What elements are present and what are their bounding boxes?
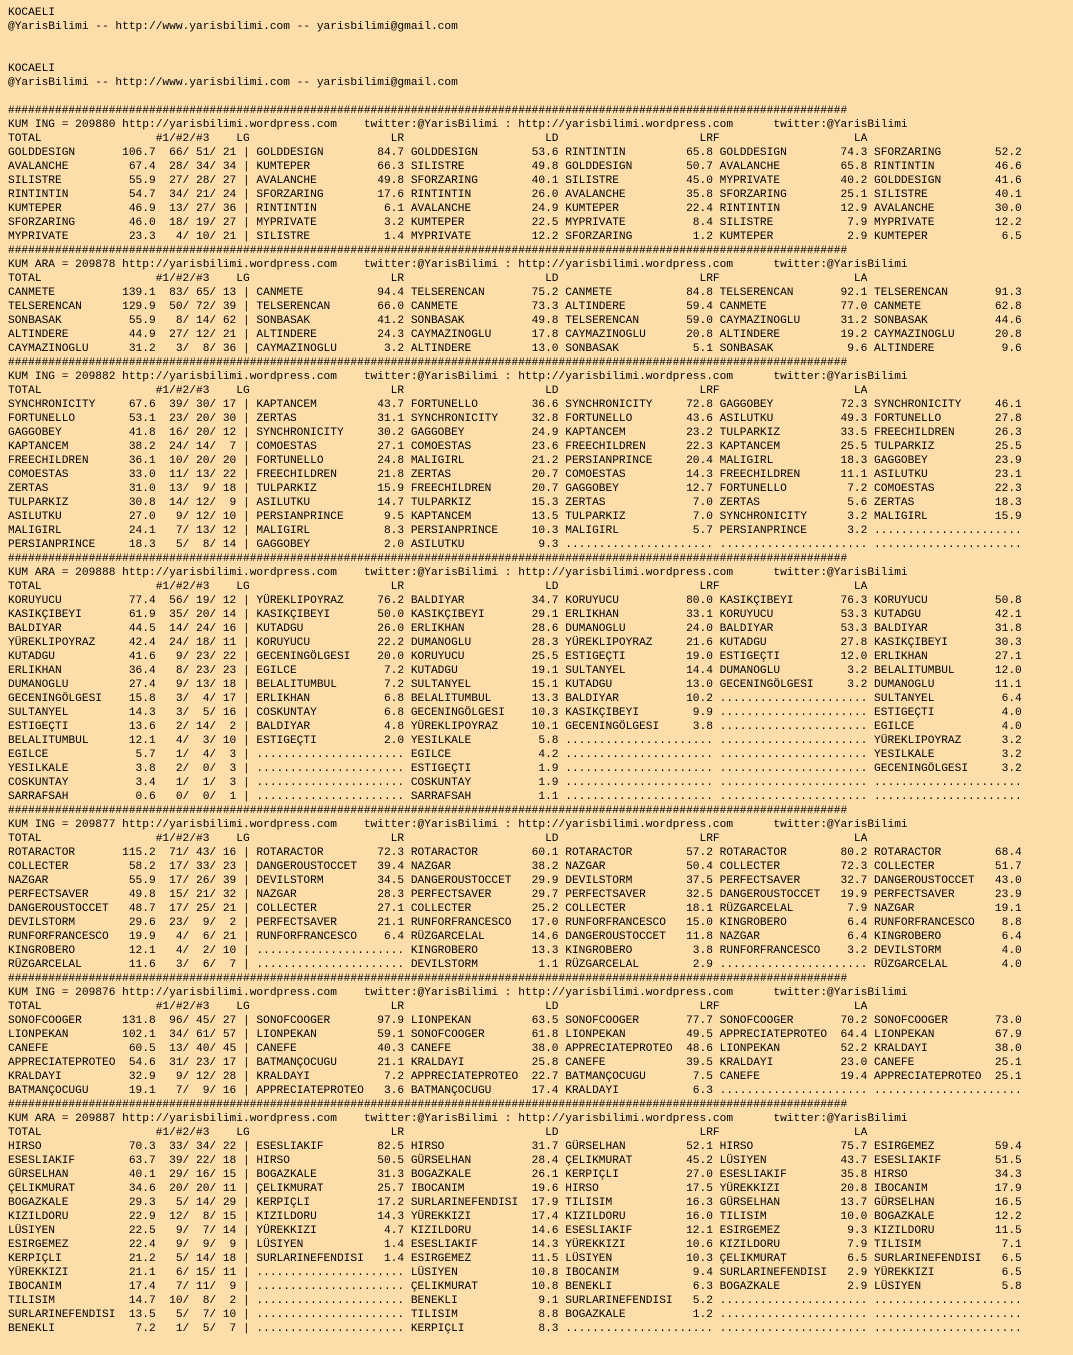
section-separator: ############################################################################################################################# — [8, 805, 848, 817]
horse-row: RÜZGARCELAL 11.6 3/ 6/ 7 | ...................... DEVILSTORM 1.1 RÜZGARCELAL 2.9 ...................... RÜZGARCELAL 4.0 — [8, 959, 1022, 971]
city-header: KOCAELI — [8, 63, 55, 75]
horse-row: APPRECIATEPROTEO 54.6 31/ 23/ 17 | BATMANÇOCUGU 21.1 KRALDAYI 25.8 CANEFE 39.5 KRALDAYI 23.0 CANEFE 25.1 — [8, 1057, 1022, 1069]
horse-row: TULPARKIZ 30.8 14/ 12/ 9 | ASILUTKU 14.7 TULPARKIZ 15.3 ZERTAS 7.0 ZERTAS 5.6 ZERTAS 18.3 — [8, 497, 1022, 509]
horse-row: ROTARACTOR 115.2 71/ 43/ 16 | ROTARACTOR 72.3 ROTARACTOR 60.1 ROTARACTOR 57.2 ROTARACTOR 80.2 ROTARACTOR 68.4 — [8, 847, 1022, 859]
horse-row: ESTIGEÇTI 13.6 2/ 14/ 2 | BALDIYAR 4.8 YÜREKLIPOYRAZ 10.1 GECENINGÖLGESI 3.8 ...................... EGILCE 4.0 — [8, 721, 1022, 733]
horse-row: MALIGIRL 24.1 7/ 13/ 12 | MALIGIRL 8.3 PERSIANPRINCE 10.3 MALIGIRL 5.7 PERSIANPRINCE 3.2 ...................... — [8, 525, 1022, 537]
horse-row: KERPIÇLI 21.2 5/ 14/ 18 | SURLARINEFENDISI 1.4 ESIRGEMEZ 11.5 LÜSIYEN 10.3 ÇELIKMURAT 6.5 SURLARINEFENDISI 6.5 — [8, 1253, 1022, 1265]
horse-row: COMOESTAS 33.0 11/ 13/ 22 | FREECHILDREN 21.8 ZERTAS 20.7 COMOESTAS 14.3 FREECHILDREN 11.1 ASILUTKU 23.1 — [8, 469, 1022, 481]
race-sections — [8, 104, 1073, 1336]
horse-row: TILISIM 14.7 10/ 8/ 2 | ...................... BENEKLI 9.1 SURLARINEFENDISI 5.2 ...................... ...................... — [8, 1295, 1022, 1307]
column-header: TOTAL #1/#2/#3 LG LR LD LRF LA — [8, 385, 868, 397]
horse-row: FREECHILDREN 36.1 10/ 20/ 20 | FORTUNELLO 24.8 MALIGIRL 21.2 PERSIANPRINCE 20.4 MALIGIRL 18.3 GAGGOBEY 23.9 — [8, 455, 1022, 467]
horse-row: YÜREKLIPOYRAZ 42.4 24/ 18/ 11 | KORUYUCU 22.2 DUMANOGLU 28.3 YÜREKLIPOYRAZ 21.6 KUTADGU 27.8 KASIKÇIBEYI 30.3 — [8, 637, 1022, 649]
section-separator: ############################################################################################################################# — [8, 357, 848, 369]
horse-row: BENEKLI 7.2 1/ 5/ 7 | ...................... KERPIÇLI 8.3 ...................... ...................... ...................... — [8, 1323, 1022, 1335]
horse-row: IBOCANIM 17.4 7/ 11/ 9 | ...................... ÇELIKMURAT 10.8 BENEKLI 6.3 BOGAZKALE 2.9 LÜSIYEN 5.8 — [8, 1281, 1022, 1293]
horse-row: EGILCE 5.7 1/ 4/ 3 | ...................... EGILCE 4.2 ...................... ...................... YESILKALE 3.2 — [8, 749, 1022, 761]
horse-row: SFORZARING 46.0 18/ 19/ 27 | MYPRIVATE 3.2 KUMTEPER 22.5 MYPRIVATE 8.4 SILISTRE 7.9 MYPRIVATE 12.2 — [8, 217, 1022, 229]
horse-row: NAZGAR 55.9 17/ 26/ 39 | DEVILSTORM 34.5 DANGEROUSTOCCET 29.9 DEVILSTORM 37.5 PERFECTSAVER 32.7 DANGEROUSTOCCET 43.0 — [8, 875, 1022, 887]
horse-row: AVALANCHE 67.4 28/ 34/ 34 | KUMTEPER 66.3 SILISTRE 49.8 GOLDDESIGN 50.7 AVALANCHE 65.8 RINTINTIN 46.6 — [8, 161, 1022, 173]
horse-row: GÜRSELHAN 40.1 29/ 16/ 15 | BOGAZKALE 31.3 BOGAZKALE 26.1 KERPIÇLI 27.0 ESESLIAKIF 35.8 HIRSO 34.3 — [8, 1169, 1022, 1181]
horse-row: SURLARINEFENDISI 13.5 5/ 7/ 10 | ...................... TILISIM 8.8 BOGAZKALE 1.2 ...................... ...................... — [8, 1309, 1022, 1321]
horse-row: YESILKALE 3.8 2/ 0/ 3 | ...................... ESTIGEÇTI 1.9 ...................... ...................... GECENINGÖLGESI 3.2 — [8, 763, 1022, 775]
horse-row: YÜREKKIZI 21.1 6/ 15/ 11 | ...................... LÜSIYEN 10.8 IBOCANIM 9.4 SURLARINEFENDISI 2.9 YÜREKKIZI 6.5 — [8, 1267, 1022, 1279]
column-header: TOTAL #1/#2/#3 LG LR LD LRF LA — [8, 133, 868, 145]
horse-row: SARRAFSAH 0.6 0/ 0/ 1 | ...................... SARRAFSAH 1.1 ...................... ...................... ...................... — [8, 791, 1022, 803]
horse-row: COLLECTER 58.2 17/ 33/ 23 | DANGEROUSTOCCET 39.4 NAZGAR 38.2 NAZGAR 50.4 COLLECTER 72.3 COLLECTER 51.7 — [8, 861, 1022, 873]
blank-line — [8, 34, 1073, 48]
horse-row: DUMANOGLU 27.4 9/ 13/ 18 | BELALITUMBUL 7.2 SULTANYEL 15.1 KUTADGU 13.0 GECENINGÖLGESI 3.2 DUMANOGLU 11.1 — [8, 679, 1022, 691]
horse-row: KUMTEPER 46.9 13/ 27/ 36 | RINTINTIN 6.1 AVALANCHE 24.9 KUMTEPER 22.4 RINTINTIN 12.9 AVALANCHE 30.0 — [8, 203, 1022, 215]
section-separator: ############################################################################################################################# — [8, 105, 848, 117]
horse-row: CANEFE 60.5 13/ 40/ 45 | CANEFE 40.3 CANEFE 38.0 APPRECIATEPROTEO 48.6 LIONPEKAN 52.2 KRALDAYI 38.0 — [8, 1043, 1022, 1055]
section-separator: ############################################################################################################################# — [8, 973, 848, 985]
horse-row: LIONPEKAN 102.1 34/ 61/ 57 | LIONPEKAN 59.1 SONOFCOOGER 61.8 LIONPEKAN 49.5 APPRECIATEPROTEO 64.4 LIONPEKAN 67.9 — [8, 1029, 1022, 1041]
horse-row: SYNCHRONICITY 67.6 39/ 30/ 17 | KAPTANCEM 43.7 FORTUNELLO 36.6 SYNCHRONICITY 72.8 GAGGOBEY 72.3 SYNCHRONICITY 46.1 — [8, 399, 1022, 411]
horse-row: RINTINTIN 54.7 34/ 21/ 24 | SFORZARING 17.6 RINTINTIN 26.0 AVALANCHE 35.8 SFORZARING 25.1 SILISTRE 40.1 — [8, 189, 1022, 201]
column-header: TOTAL #1/#2/#3 LG LR LD LRF LA — [8, 1001, 868, 1013]
section-title: KUM ING = 209880 http://yarisbilimi.wordpress.com twitter:@YarisBilimi : http://yarisbilimi.wordpress.com twitter:@YarisBilimi — [8, 119, 908, 131]
horse-row: PERSIANPRINCE 18.3 5/ 8/ 14 | GAGGOBEY 2.0 ASILUTKU 9.3 ...................... ...................... ...................... — [8, 539, 1022, 551]
horse-row: SONOFCOOGER 131.8 96/ 45/ 27 | SONOFCOOGER 97.9 LIONPEKAN 63.5 SONOFCOOGER 77.7 SONOFCOOGER 70.2 SONOFCOOGER 73.0 — [8, 1015, 1022, 1027]
horse-row: ÇELIKMURAT 34.6 20/ 20/ 11 | ÇELIKMURAT 25.7 IBOCANIM 19.6 HIRSO 17.5 YÜREKKIZI 20.8 IBOCANIM 17.9 — [8, 1183, 1022, 1195]
column-header: TOTAL #1/#2/#3 LG LR LD LRF LA — [8, 1127, 868, 1139]
horse-row: MYPRIVATE 23.3 4/ 10/ 21 | SILISTRE 1.4 MYPRIVATE 12.2 SFORZARING 1.2 KUMTEPER 2.9 KUMTEPER 6.5 — [8, 231, 1022, 243]
horse-row: TELSERENCAN 129.9 50/ 72/ 39 | TELSERENCAN 66.0 CANMETE 73.3 ALTINDERE 59.4 CANMETE 77.0 CANMETE 62.8 — [8, 301, 1022, 313]
horse-row: ALTINDERE 44.9 27/ 12/ 21 | ALTINDERE 24.3 CAYMAZINOGLU 17.8 CAYMAZINOGLU 20.8 ALTINDERE 19.2 CAYMAZINOGLU 20.8 — [8, 329, 1022, 341]
horse-row: SONBASAK 55.9 8/ 14/ 62 | SONBASAK 41.2 SONBASAK 49.8 TELSERENCAN 59.0 CAYMAZINOGLU 31.2 SONBASAK 44.6 — [8, 315, 1022, 327]
column-header: TOTAL #1/#2/#3 LG LR LD LRF LA — [8, 581, 868, 593]
horse-row: PERFECTSAVER 49.8 15/ 21/ 32 | NAZGAR 28.3 PERFECTSAVER 29.7 PERFECTSAVER 32.5 DANGEROUSTOCCET 19.9 PERFECTSAVER 23.9 — [8, 889, 1022, 901]
section-separator: ############################################################################################################################# — [8, 1099, 848, 1111]
section-title: KUM ARA = 209887 http://yarisbilimi.wordpress.com twitter:@YarisBilimi : http://yarisbilimi.wordpress.com twitter:@YarisBilimi — [8, 1113, 908, 1125]
blank-line — [8, 90, 1073, 104]
horse-row: BATMANÇOCUGU 19.1 7/ 9/ 16 | APPRECIATEPROTEO 3.6 BATMANÇOCUGU 17.4 KRALDAYI 6.3 ...................... ...................... — [8, 1085, 1022, 1097]
horse-row: GOLDDESIGN 106.7 66/ 51/ 21 | GOLDDESIGN 84.7 GOLDDESIGN 53.6 RINTINTIN 65.8 GOLDDESIGN 74.3 SFORZARING 52.2 — [8, 147, 1022, 159]
column-header: TOTAL #1/#2/#3 LG LR LD LRF LA — [8, 833, 868, 845]
horse-row: SILISTRE 55.9 27/ 28/ 27 | AVALANCHE 49.8 SFORZARING 40.1 SILISTRE 45.0 MYPRIVATE 40.2 GOLDDESIGN 41.6 — [8, 175, 1022, 187]
horse-row: KORUYUCU 77.4 56/ 19/ 12 | YÜREKLIPOYRAZ 76.2 BALDIYAR 34.7 KORUYUCU 80.0 KASIKÇIBEYI 76.3 KORUYUCU 50.8 — [8, 595, 1022, 607]
horse-row: DEVILSTORM 29.6 23/ 9/ 2 | PERFECTSAVER 21.1 RUNFORFRANCESCO 17.0 RUNFORFRANCESCO 15.0 KINGROBERO 6.4 RUNFORFRANCESCO 8.8 — [8, 917, 1022, 929]
horse-row: GECENINGÖLGESI 15.8 3/ 4/ 17 | ERLIKHAN 6.8 BELALITUMBUL 13.3 BALDIYAR 10.2 ...................... SULTANYEL 6.4 — [8, 693, 1022, 705]
horse-row: RUNFORFRANCESCO 19.9 4/ 6/ 21 | RUNFORFRANCESCO 6.4 RÜZGARCELAL 14.6 DANGEROUSTOCCET 11.8 NAZGAR 6.4 KINGROBERO 6.4 — [8, 931, 1022, 943]
section-title: KUM ARA = 209878 http://yarisbilimi.wordpress.com twitter:@YarisBilimi : http://yarisbilimi.wordpress.com twitter:@YarisBilimi — [8, 259, 908, 271]
section-separator: ############################################################################################################################# — [8, 553, 848, 565]
horse-row: BOGAZKALE 29.3 5/ 14/ 29 | KERPIÇLI 17.2 SURLARINEFENDISI 17.9 TILISIM 16.3 GÜRSELHAN 13.7 GÜRSELHAN 16.5 — [8, 1197, 1022, 1209]
horse-row: LÜSIYEN 22.5 9/ 7/ 14 | YÜREKKIZI 4.7 KIZILDORU 14.6 ESESLIAKIF 12.1 ESIRGEMEZ 9.3 KIZILDORU 11.5 — [8, 1225, 1022, 1237]
contact-line: @YarisBilimi -- http://www.yarisbilimi.com -- yarisbilimi@gmail.com — [8, 21, 458, 33]
horse-row: KASIKÇIBEYI 61.9 35/ 20/ 14 | KASIKÇIBEYI 50.0 KASIKÇIBEYI 29.1 ERLIKHAN 33.1 KORUYUCU 53.3 KUTADGU 42.1 — [8, 609, 1022, 621]
horse-row: HIRSO 70.3 33/ 34/ 22 | ESESLIAKIF 82.5 HIRSO 31.7 GÜRSELHAN 52.1 HIRSO 75.7 ESIRGEMEZ 59.4 — [8, 1141, 1022, 1153]
horse-row: ERLIKHAN 36.4 8/ 23/ 23 | EGILCE 7.2 KUTADGU 19.1 SULTANYEL 14.4 DUMANOGLU 3.2 BELALITUMBUL 12.0 — [8, 665, 1022, 677]
horse-row: ZERTAS 31.0 13/ 9/ 18 | TULPARKIZ 15.9 FREECHILDREN 20.7 GAGGOBEY 12.7 FORTUNELLO 7.2 COMOESTAS 22.3 — [8, 483, 1022, 495]
horse-row: DANGEROUSTOCCET 48.7 17/ 25/ 21 | COLLECTER 27.1 COLLECTER 25.2 COLLECTER 18.1 RÜZGARCELAL 7.9 NAZGAR 19.1 — [8, 903, 1022, 915]
horse-row: FORTUNELLO 53.1 23/ 20/ 30 | ZERTAS 31.1 SYNCHRONICITY 32.8 FORTUNELLO 43.6 ASILUTKU 49.3 FORTUNELLO 27.8 — [8, 413, 1022, 425]
horse-row: BELALITUMBUL 12.1 4/ 3/ 10 | ESTIGEÇTI 2.0 YESILKALE 5.8 ...................... ...................... YÜREKLIPOYRAZ 3.2 — [8, 735, 1022, 747]
section-separator: ############################################################################################################################# — [8, 245, 848, 257]
blank-line — [8, 48, 1073, 62]
horse-row: KINGROBERO 12.1 4/ 2/ 10 | ...................... KINGROBERO 13.3 KINGROBERO 3.8 RUNFORFRANCESCO 3.2 DEVILSTORM 4.0 — [8, 945, 1022, 957]
column-header: TOTAL #1/#2/#3 LG LR LD LRF LA — [8, 273, 868, 285]
horse-row: CANMETE 139.1 83/ 65/ 13 | CANMETE 94.4 TELSERENCAN 75.2 CANMETE 84.8 TELSERENCAN 92.1 TELSERENCAN 91.3 — [8, 287, 1022, 299]
section-title: KUM ING = 209882 http://yarisbilimi.wordpress.com twitter:@YarisBilimi : http://yarisbilimi.wordpress.com twitter:@YarisBilimi — [8, 371, 908, 383]
horse-row: ESESLIAKIF 63.7 39/ 22/ 18 | HIRSO 50.5 GÜRSELHAN 28.4 ÇELIKMURAT 45.2 LÜSIYEN 43.7 ESESLIAKIF 51.5 — [8, 1155, 1022, 1167]
horse-row: ESIRGEMEZ 22.4 9/ 9/ 9 | LÜSIYEN 1.4 ESESLIAKIF 14.3 YÜREKKIZI 10.6 KIZILDORU 7.9 TILISIM 7.1 — [8, 1239, 1022, 1251]
section-title: KUM ARA = 209888 http://yarisbilimi.wordpress.com twitter:@YarisBilimi : http://yarisbilimi.wordpress.com twitter:@YarisBilimi — [8, 567, 908, 579]
horse-row: KIZILDORU 22.9 12/ 8/ 15 | KIZILDORU 14.3 YÜREKKIZI 17.4 KIZILDORU 16.0 TILISIM 10.0 BOGAZKALE 12.2 — [8, 1211, 1022, 1223]
horse-row: BALDIYAR 44.5 14/ 24/ 16 | KUTADGU 26.0 ERLIKHAN 28.6 DUMANOGLU 24.0 BALDIYAR 53.3 BALDIYAR 31.8 — [8, 623, 1022, 635]
horse-row: SULTANYEL 14.3 3/ 5/ 16 | COSKUNTAY 6.8 GECENINGÖLGESI 10.3 KASIKÇIBEYI 9.9 ...................... ESTIGEÇTI 4.0 — [8, 707, 1022, 719]
city-header: KOCAELI — [8, 7, 55, 19]
horse-row: COSKUNTAY 3.4 1/ 1/ 3 | ...................... COSKUNTAY 1.9 ...................... ...................... ...................... — [8, 777, 1022, 789]
horse-row: ASILUTKU 27.0 9/ 12/ 10 | PERSIANPRINCE 9.5 KAPTANCEM 13.5 TULPARKIZ 7.0 SYNCHRONICITY 3.2 MALIGIRL 15.9 — [8, 511, 1022, 523]
section-title: KUM ING = 209877 http://yarisbilimi.wordpress.com twitter:@YarisBilimi : http://yarisbilimi.wordpress.com twitter:@YarisBilimi — [8, 819, 908, 831]
horse-row: GAGGOBEY 41.8 16/ 20/ 12 | SYNCHRONICITY 30.2 GAGGOBEY 24.9 KAPTANCEM 23.2 TULPARKIZ 33.5 FREECHILDREN 26.3 — [8, 427, 1022, 439]
horse-row: KUTADGU 41.6 9/ 23/ 22 | GECENINGÖLGESI 20.0 KORUYUCU 25.5 ESTIGEÇTI 19.0 ESTIGEÇTI 12.0 ERLIKHAN 27.1 — [8, 651, 1022, 663]
contact-line: @YarisBilimi -- http://www.yarisbilimi.com -- yarisbilimi@gmail.com — [8, 77, 458, 89]
horse-row: KRALDAYI 32.9 9/ 12/ 28 | KRALDAYI 7.2 APPRECIATEPROTEO 22.7 BATMANÇOCUGU 7.5 CANEFE 19.4 APPRECIATEPROTEO 25.1 — [8, 1071, 1022, 1083]
section-title: KUM ING = 209876 http://yarisbilimi.wordpress.com twitter:@YarisBilimi : http://yarisbilimi.wordpress.com twitter:@YarisBilimi — [8, 987, 908, 999]
horse-row: CAYMAZINOGLU 31.2 3/ 8/ 36 | CAYMAZINOGLU 3.2 ALTINDERE 13.0 SONBASAK 5.1 SONBASAK 9.6 ALTINDERE 9.6 — [8, 343, 1022, 355]
horse-row: KAPTANCEM 38.2 24/ 14/ 7 | COMOESTAS 27.1 COMOESTAS 23.6 FREECHILDREN 22.3 KAPTANCEM 25.5 TULPARKIZ 25.5 — [8, 441, 1022, 453]
